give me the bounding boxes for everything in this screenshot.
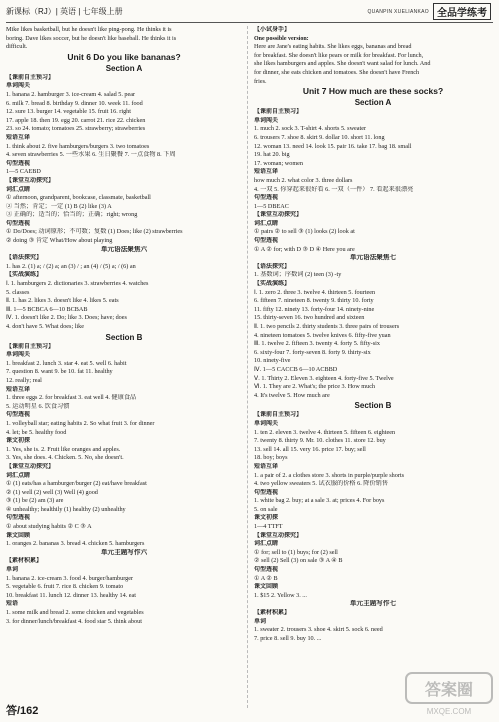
answer-line: 【实战演练】 (6, 272, 43, 279)
answer-line: 5. on sale (254, 505, 278, 513)
answer-line: 1. think about 2. five hamburgers/burgers 3. two tomatoes (6, 142, 150, 150)
answer-line: 6. milk 7. bread 8. birthday 9. dinner 10. week 11. food (6, 99, 143, 107)
answer-line: 7. question 8. want 9. be 10. fat 11. healthy (6, 368, 113, 376)
answer-line: 23. so 24. tomato; tomatoes 25. strawberry; strawberries (6, 125, 146, 133)
answer-line: ① A ② B (254, 574, 278, 582)
answer-line: 7. twenty 8. thirty 9. Mr. 10. clothes 11. store 12. buy (254, 437, 386, 445)
answer-line: ① for; sell to (1) buys; for (2) sell (254, 548, 338, 556)
answer-line: 1. $15 2. Yellow 3. ... (254, 591, 307, 599)
answer-line: 单词 (6, 567, 19, 574)
answer-line: 单元语法聚焦七 (349, 254, 397, 262)
answer-line: 词汇点睛 (254, 541, 279, 548)
answer-line: 【课前自主预习】 (6, 343, 55, 350)
answer-line: 课文回顾 (254, 584, 279, 591)
svg-text:答案圈: 答案圈 (424, 682, 474, 699)
answer-line: 4. let; be 5. healthy food (6, 428, 67, 436)
answer-line: Section B (105, 332, 143, 342)
answer-line: ③ 正确的；适当的；恰当的；正确；right; wrong (6, 211, 138, 219)
answer-line: 1. oranges 2. bananas 3. bread 4. chicken 5. hamburgers (6, 540, 145, 548)
answer-line: 单元主题写作七 (349, 600, 397, 608)
answer-line: 【课前自主预习】 (254, 412, 303, 419)
answer-line: Section A (354, 98, 392, 108)
answer-line: Ⅴ. 1. Thirty 2. Eleven 3. eighteen 4. forty-five 5. Twelve (254, 374, 394, 382)
answer-line: for breakfast. She doesn't like pears or milk for breakfast. For lunch, (254, 51, 424, 59)
answer-line: Ⅱ. 1. two pencils 2. thirty students 3. three pairs of trousers (254, 323, 400, 330)
answer-line: Ⅲ. 1. twelve 2. fifteen 3. twenty 4. forty 5. fifty-six (254, 340, 380, 348)
answer-line: difficult. (6, 43, 28, 51)
answer-line: Ⅱ. 1. has 2. likes 3. doesn't like 4. likes 5. eats (6, 297, 119, 305)
answer-line: 5. classes (6, 288, 30, 296)
answer-line: 1. volleyball star; eating habits 2. So what fruit 3. for dinner (6, 419, 155, 427)
answer-line: 【语法探究】 (254, 263, 291, 270)
answer-line: Unit 6 Do you like bananas? (67, 51, 181, 62)
answer-line: ④ unhealthy; healthily (1) healthy (2) unhealthy (6, 505, 126, 513)
answer-line: 句型透视 (6, 160, 31, 167)
answer-line: ② (1) well (2) well (3) Well (4) good (6, 488, 98, 496)
answer-line: 单词闯关 (254, 420, 279, 427)
answer-line: 句型透视 (254, 195, 279, 202)
answer-line: 4. don't have 5. What does; like (6, 323, 84, 330)
answer-line: 6. fifteen 7. nineteen 8. twenty 9. thirty 10. forty (254, 297, 374, 305)
answer-line: 7. price 8. sell 9. buy 10. ... (254, 634, 322, 642)
answer-line: 句型透视 (6, 220, 31, 227)
answer-line: 17. apple 18. then 19. egg 20. carrot 21. rice 22. chicken (6, 116, 146, 124)
answer-line: 句型透视 (6, 515, 31, 522)
answer-line: 1—5 CAEBD (6, 168, 41, 176)
page-header (0, 0, 499, 26)
answer-line: Here are Jane's eating habits. She likes eggs, bananas and bread (254, 43, 412, 51)
answer-line: 17. woman; women (254, 159, 303, 167)
answer-line: 1. Yes, she is. 2. Fruit like oranges and apples. (6, 445, 121, 453)
answer-line: 短语 (6, 601, 19, 608)
answer-line: ② 当然；肯定；一定 (1) B (2) like (3) A (6, 202, 112, 210)
answer-line: Unit 7 How much are these socks? (302, 86, 444, 97)
answer-line: boring. Dave likes soccer, but he doesn't like baseball. He thinks it is (6, 34, 177, 42)
answer-line: 词汇点睛 (6, 186, 31, 193)
answer-line: 10. ninety-five (254, 357, 291, 365)
answer-line: 单词闯关 (6, 352, 31, 359)
answer-line: 12. sure 13. burger 14. vegetable 15. fruit 16. right (6, 108, 131, 116)
answer-line: 4. seven strawberries 5. 一些水果 6. 生日聚餐 7. 一点食物 8. 下周 (6, 151, 176, 159)
watermark-logo (405, 672, 493, 718)
answer-line: 【课堂互动探究】 (254, 532, 303, 539)
header-rule (6, 22, 493, 23)
answer-line: 6. sixty-four 7. forty-seven 8. forty 9. thirty-six (254, 348, 371, 356)
answer-line: how much 2. what color 3. three dollars (254, 176, 353, 184)
answer-line: 4. It's twelve 5. How much are (254, 391, 330, 399)
answer-line: Ⅲ. 1—5 BCBCA 6—10 BCBAB (6, 305, 88, 313)
answer-line: Ⅳ. 1. doesn't like 2. Do; like 3. Does; have; does (6, 314, 127, 322)
answer-line: 4. nineteen tomatoes 5. twelve knives 6. fifty-five yuan (254, 331, 391, 339)
answer-line: 单元语法聚焦六 (100, 245, 148, 253)
answer-line: 19. hat 20. big (254, 151, 290, 159)
answer-line: Mike likes basketball, but he doesn't like ping-pong. He thinks it is (6, 26, 172, 33)
answer-line: 短语互译 (254, 169, 279, 176)
answer-line: 【素材积累】 (6, 558, 43, 565)
answer-line: 【课堂互动探究】 (6, 463, 55, 470)
answer-line: Section A (105, 63, 143, 73)
answer-line: 句型透视 (254, 567, 279, 574)
answer-line: Section B (354, 401, 392, 411)
answer-line: 【课前自主预习】 (6, 74, 55, 81)
header-series: 新课标（RJ）| 英语 | 七年级上册 (6, 7, 123, 16)
answer-line: 3. for dinner/lunch/breakfast 4. food star 5. think about (6, 617, 142, 625)
answer-line: 1. has 2. (1) a; / (2) a; an (3) / ; an (4) / (5) a; / (6) an (6, 262, 136, 270)
answer-line: 短语互译 (6, 386, 31, 393)
answer-line: 1. three eggs 2. for breakfast 3. eat well 4. 健康食品 (6, 394, 137, 402)
answer-line: 词汇点睛 (6, 472, 31, 479)
answer-line: 12. woman 13. need 14. look 15. pair 16. take 17. bag 18. small (254, 142, 412, 150)
answer-column-left (6, 26, 242, 626)
answer-line: 1—4 TTFT (254, 523, 283, 531)
header-brand-group (367, 3, 491, 20)
answer-line: 1. banana 2. hamburger 3. ice-cream 4. salad 5. pear (6, 90, 136, 98)
answer-line: 单词闯关 (6, 83, 31, 90)
answer-line: 【素材积累】 (254, 610, 291, 616)
answer-line: 1. much 2. sock 3. T-shirt 4. shorts 5. sweater (254, 125, 367, 133)
column-divider (247, 26, 248, 708)
header-brand: 全品学练考 (433, 3, 491, 20)
answer-line: 1. 基数词；序数词 (2) teen (3) -ty (254, 271, 342, 279)
answer-line: 句型透视 (6, 412, 31, 419)
answer-line: 6. trousers 7. shoe 8. skirt 9. dollar 10. short 11. long (254, 133, 385, 141)
answer-line: ① (1) eats/has a hamburger/burger (2) eat/have breakfast (6, 480, 147, 488)
answer-line: Ⅵ. 1. They are 2. What's; the price 3. How much (254, 383, 376, 391)
answer-line: 1. a pair of 2. a clothes store 3. shorts in purple/purple shorts (254, 471, 405, 479)
answer-line: 单词闯关 (254, 117, 279, 124)
answer-line: she likes hamburgers and apples. She doesn't want salad for lunch. And (254, 60, 431, 68)
answer-line: ① pairs ② to sell ③ (1) looks (2) look at (254, 228, 355, 236)
answer-line: 【语法探究】 (6, 255, 43, 262)
answer-line: 短语互译 (254, 463, 279, 470)
answer-line: for dinner, she eats chicken and tomatoes. She doesn't have French (254, 68, 420, 76)
answer-line: 【课堂互动探究】 (254, 212, 303, 219)
answer-line: 5. 运动明星 6. 饮食习惯 (6, 402, 70, 410)
answer-line: 单词 (254, 618, 267, 625)
answer-line: One possible version: (254, 35, 309, 42)
answer-line: 10. breakfast 11. lunch 12. dinner 13. healthy 14. eat (6, 591, 137, 599)
answer-line: 句型透视 (254, 489, 279, 496)
answer-line: 12. really; real (6, 376, 42, 384)
answer-line: 1. white bag 2. buy; at a sale 3. at; prices 4. For boys (254, 497, 385, 505)
answer-line: 1. ten 2. eleven 3. twelve 4. thirteen 5. fifteen 6. eighteen (254, 428, 396, 436)
answer-line: 11. fifty 12. ninety 13. forty-four 14. ninety-nine (254, 305, 375, 313)
answer-line: 1. breakfast 2. lunch 3. star 4. eat 5. well 6. habit (6, 359, 127, 367)
answer-line: 课文回顾 (6, 532, 31, 539)
answer-line: 4. two yellow sweaters 5. 试衣服的价格 6. 降价销售 (254, 480, 389, 488)
answer-line: Ⅰ. 1. zero 2. three 3. twelve 4. thirteen 5. fourteen (254, 288, 376, 296)
answer-line: ③ (1) be (2) am (3) are (6, 497, 64, 505)
answer-line: 1. some milk and bread 2. some chicken and vegetables (6, 609, 144, 616)
answer-line: 5. vegetable 6. fruit 7. rice 8. chicken 9. tomato (6, 583, 124, 591)
answer-line: 【实战演练】 (254, 281, 291, 288)
answer-line: ① about studying habits ② C ③ A (6, 523, 92, 531)
answer-column-right (254, 26, 492, 643)
answer-line: Ⅰ. 1. hamburgers 2. dictionaries 3. strawberries 4. watches (6, 280, 149, 288)
answer-line: 13. sell 14. all 15. very 16. price 17. buy; sell (254, 445, 366, 453)
answer-line: 1—5 DBEAC (254, 202, 289, 210)
watermark-url: MXQE.COM (426, 707, 472, 716)
answer-line: ① afternoon, grandparent, bookcase, classmate, basketball (6, 194, 151, 202)
answer-line: 【小试身手】 (254, 27, 291, 33)
answer-line: 短语互译 (6, 134, 31, 141)
answer-line: 15. thirty-seven 16. two hundred and sixteen (254, 314, 365, 322)
answer-line: ① A ② for; with D ③ D ④ Here you are (254, 245, 355, 253)
answer-line: fries. (254, 77, 267, 85)
answer-line: 课文初探 (254, 515, 279, 522)
answer-line: Ⅳ. 1—5 CACCB 6—10 ACBBD (254, 365, 338, 373)
answer-line: 1. sweater 2. trousers 3. shoe 4. skirt 5. sock 6. need (254, 626, 383, 634)
answer-line: 4. 一双 5. 你穿起来很好看 6. 一双（一件） 7. 看起来很漂亮 (254, 185, 414, 193)
answer-line: ① Do/Does; 动词原形；不可数；复数 (1) Does; like (2) strawberries (6, 228, 183, 236)
answer-line: ② doing ③ 肯定 What/How about playing (6, 237, 113, 245)
answer-line: ② sell (2) Sell (3) on sale ③ A ④ B (254, 557, 343, 565)
answer-line: 18. boy; boys (254, 454, 288, 462)
answer-line: 句型透视 (254, 238, 279, 245)
answer-line: 单元主题写作六 (100, 548, 148, 556)
answer-line: 3. Yes, she does. 4. Chicken. 5. No, she doesn't. (6, 454, 124, 462)
answer-line: 1. banana 2. ice-cream 3. food 4. burger/hamburger (6, 574, 134, 582)
answer-line: 词汇点睛 (254, 220, 279, 227)
header-pinyin: QUANPIN XUELIANKAO (367, 8, 429, 15)
page-number: 答/162 (6, 705, 39, 717)
answer-line: 【课堂互动探究】 (6, 177, 55, 184)
answer-line: 【课前自主预习】 (254, 109, 303, 116)
answer-line: 课文初探 (6, 438, 31, 445)
